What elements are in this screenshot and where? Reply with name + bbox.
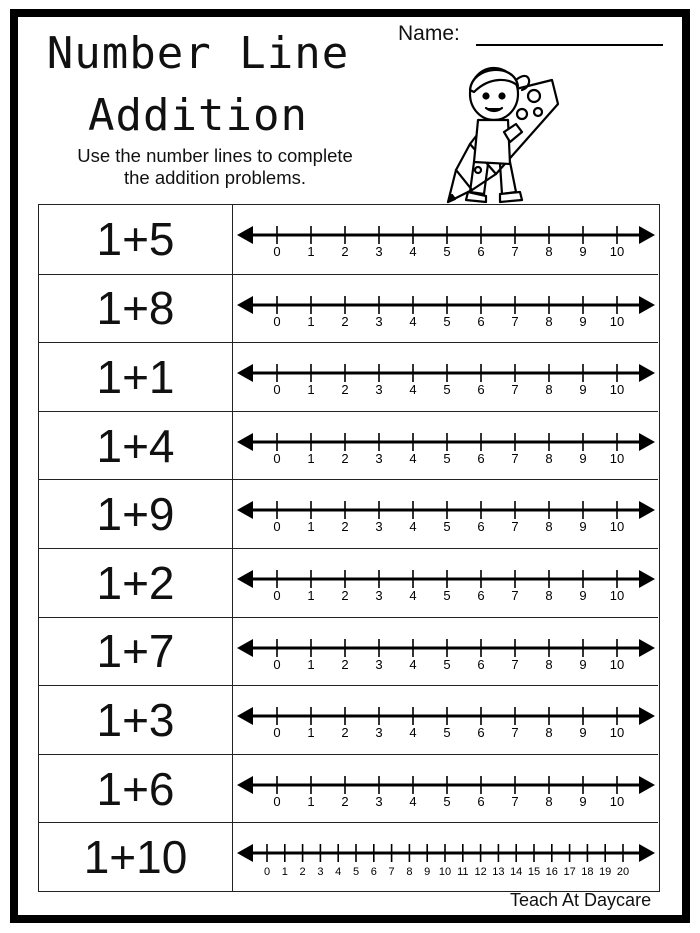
number-line-label: 3 [375,725,383,741]
number-line-label: 9 [579,656,587,672]
number-line-label: 9 [579,793,587,809]
number-line-label: 0 [273,450,281,466]
number-line-label: 5 [443,382,451,398]
number-line-label: 8 [545,244,553,259]
number-line-label: 1 [307,588,315,603]
instructions [30,145,400,189]
title-line-1: Number Line [46,28,350,79]
number-line-label: 6 [477,588,485,603]
number-line-label: 1 [307,656,315,672]
problem-row [39,617,658,686]
number-line-label: 0 [273,519,281,535]
number-line-label: 2 [341,313,349,329]
number-line[interactable] [233,480,658,549]
worksheet-grid [38,204,660,892]
number-line-label: 10 [609,588,625,603]
number-line-label: 1 [307,519,315,535]
number-line-label: 6 [477,725,485,741]
number-line-label: 19 [599,866,612,879]
number-line[interactable] [233,343,658,412]
instructions-line-2: the addition problems. [123,167,307,188]
left-arrow-icon [237,501,253,519]
right-arrow-icon [639,570,655,588]
right-arrow-icon [639,707,655,725]
number-line-label: 4 [335,866,342,879]
problem-expression: 1+5 [39,205,233,274]
number-line-label: 5 [443,519,451,535]
problem-row [39,754,658,823]
title-line-2: Addition [88,90,308,141]
number-line-label: 5 [443,450,451,466]
number-line-label: 2 [341,519,349,535]
number-line-label: 5 [443,725,451,741]
number-line-label: 8 [545,382,553,398]
right-arrow-icon [639,364,655,382]
number-line-label: 8 [545,519,553,535]
number-line-label: 6 [477,450,485,466]
number-line-label: 7 [511,588,519,603]
right-arrow-icon [639,501,655,519]
number-line-label: 4 [409,313,417,329]
number-line-label: 6 [477,382,485,398]
girl-with-pencil-icon [434,52,564,207]
number-line-label: 9 [579,313,587,329]
left-arrow-icon [237,364,253,382]
number-line[interactable] [233,412,658,481]
number-line[interactable] [233,755,658,824]
problem-expression: 1+6 [39,755,233,823]
number-line-label: 4 [409,656,417,672]
number-line-label: 4 [409,725,417,741]
problem-expression: 1+3 [39,686,233,754]
number-line-label: 3 [375,313,383,329]
number-line-label: 3 [375,382,383,398]
right-arrow-icon [639,776,655,794]
number-line-label: 5 [443,656,451,672]
number-line-label: 7 [511,725,519,741]
number-line-label: 14 [510,866,523,879]
number-line-label: 1 [307,793,315,809]
number-line-label: 6 [477,656,485,672]
number-line-label: 10 [609,793,625,809]
right-arrow-icon [639,844,655,862]
name-label: Name: [398,22,460,45]
number-line-label: 5 [443,313,451,329]
problem-row [39,685,658,754]
number-line-label: 13 [492,866,505,879]
number-line-label: 8 [545,588,553,603]
number-line[interactable] [233,823,658,892]
number-line-label: 4 [409,519,417,535]
number-line-label: 9 [579,450,587,466]
number-line-label: 1 [307,244,315,259]
number-line-label: 3 [375,244,383,259]
number-line-label: 15 [527,866,541,879]
number-line-label: 3 [375,793,383,809]
number-line-label: 0 [273,793,281,809]
number-line-label: 0 [263,866,271,879]
number-line-label: 5 [443,244,451,259]
problem-expression: 1+1 [39,343,233,411]
number-line-label: 7 [511,656,519,672]
number-line-label: 10 [609,656,625,672]
number-line-label: 1 [307,313,315,329]
problem-row [39,411,658,480]
problem-expression: 1+4 [39,412,233,480]
left-arrow-icon [237,707,253,725]
number-line-label: 3 [375,519,383,535]
number-line-label: 6 [477,244,485,259]
problem-row [39,205,658,274]
number-line-label: 2 [341,656,349,672]
number-line-label: 5 [443,588,451,603]
problem-row [39,342,658,411]
number-line-label: 4 [409,450,417,466]
number-line-label: 0 [273,382,281,398]
number-line-label: 7 [511,450,519,466]
footer-credit: Teach At Daycare [510,890,652,910]
number-line-label: 10 [609,313,625,329]
number-line-label: 6 [370,866,377,879]
number-line-label: 3 [317,866,324,879]
number-line-label: 10 [609,244,625,259]
number-line-label: 10 [438,866,452,879]
number-line-label: 5 [443,793,451,809]
number-line-label: 2 [341,588,349,603]
problem-row [39,274,658,343]
number-line[interactable] [233,618,658,687]
number-line-label: 7 [511,519,519,535]
number-line-label: 12 [474,866,487,879]
problem-row [39,822,658,891]
number-line-label: 7 [511,382,519,398]
number-line-label: 3 [375,588,383,603]
number-line-label: 4 [409,588,417,603]
number-line-label: 20 [616,866,630,879]
number-line-label: 9 [579,244,587,259]
number-line-label: 7 [511,313,519,329]
number-line-label: 0 [273,588,281,603]
left-arrow-icon [237,639,253,657]
number-line-label: 9 [579,519,587,535]
left-arrow-icon [237,433,253,451]
problem-row [39,548,658,617]
number-line-label: 4 [409,382,417,398]
number-line-label: 2 [341,725,349,741]
number-line-label: 8 [545,725,553,741]
problem-row [39,479,658,548]
number-line-label: 8 [545,793,553,809]
instructions-line-1: Use the number lines to complete [77,145,353,166]
number-line-label: 10 [609,382,625,398]
number-line-label: 5 [352,866,360,879]
number-line-label: 2 [299,866,306,879]
number-line-label: 1 [281,866,288,879]
problem-expression: 1+9 [39,480,233,548]
number-line-label: 10 [609,519,625,535]
problem-expression: 1+2 [39,549,233,617]
right-arrow-icon [639,296,655,314]
left-arrow-icon [237,296,253,314]
number-line-label: 6 [477,519,485,535]
number-line-label: 9 [424,866,431,879]
number-line[interactable] [233,275,658,344]
left-arrow-icon [237,570,253,588]
number-line[interactable] [233,205,658,274]
number-line-label: 6 [477,793,485,809]
number-line-label: 8 [545,313,553,329]
number-line-label: 6 [477,313,485,329]
left-arrow-icon [237,776,253,794]
right-arrow-icon [639,433,655,451]
number-line-label: 4 [409,793,417,809]
number-line-label: 16 [545,866,558,879]
number-line-label: 9 [579,382,587,398]
number-line[interactable] [233,549,658,618]
left-arrow-icon [237,226,253,244]
number-line-label: 0 [273,313,281,329]
number-line-label: 3 [375,450,383,466]
number-line[interactable] [233,686,658,755]
number-line-label: 8 [545,450,553,466]
number-line-label: 7 [388,866,395,879]
number-line-label: 7 [511,793,519,809]
number-line-label: 0 [273,244,281,259]
problem-expression: 1+7 [39,618,233,686]
number-line-label: 7 [511,244,519,259]
number-line-label: 17 [563,866,576,879]
number-line-label: 1 [307,450,315,466]
problem-expression: 1+10 [39,823,233,891]
number-line-label: 8 [406,866,413,879]
number-line-label: 0 [273,656,281,672]
number-line-label: 0 [273,725,281,741]
left-arrow-icon [237,844,253,862]
name-field-line[interactable] [476,44,663,46]
number-line-label: 2 [341,450,349,466]
problem-expression: 1+8 [39,275,233,343]
number-line-label: 9 [579,588,587,603]
number-line-label: 2 [341,793,349,809]
number-line-label: 2 [341,382,349,398]
right-arrow-icon [639,639,655,657]
number-line-label: 18 [581,866,594,879]
number-line-label: 9 [579,725,587,741]
number-line-label: 4 [409,244,417,259]
number-line-label: 2 [341,244,349,259]
number-line-label: 10 [609,450,625,466]
number-line-label: 10 [609,725,625,741]
right-arrow-icon [639,226,655,244]
number-line-label: 1 [307,725,315,741]
number-line-label: 1 [307,382,315,398]
number-line-label: 11 [457,866,469,879]
number-line-label: 3 [375,656,383,672]
number-line-label: 8 [545,656,553,672]
